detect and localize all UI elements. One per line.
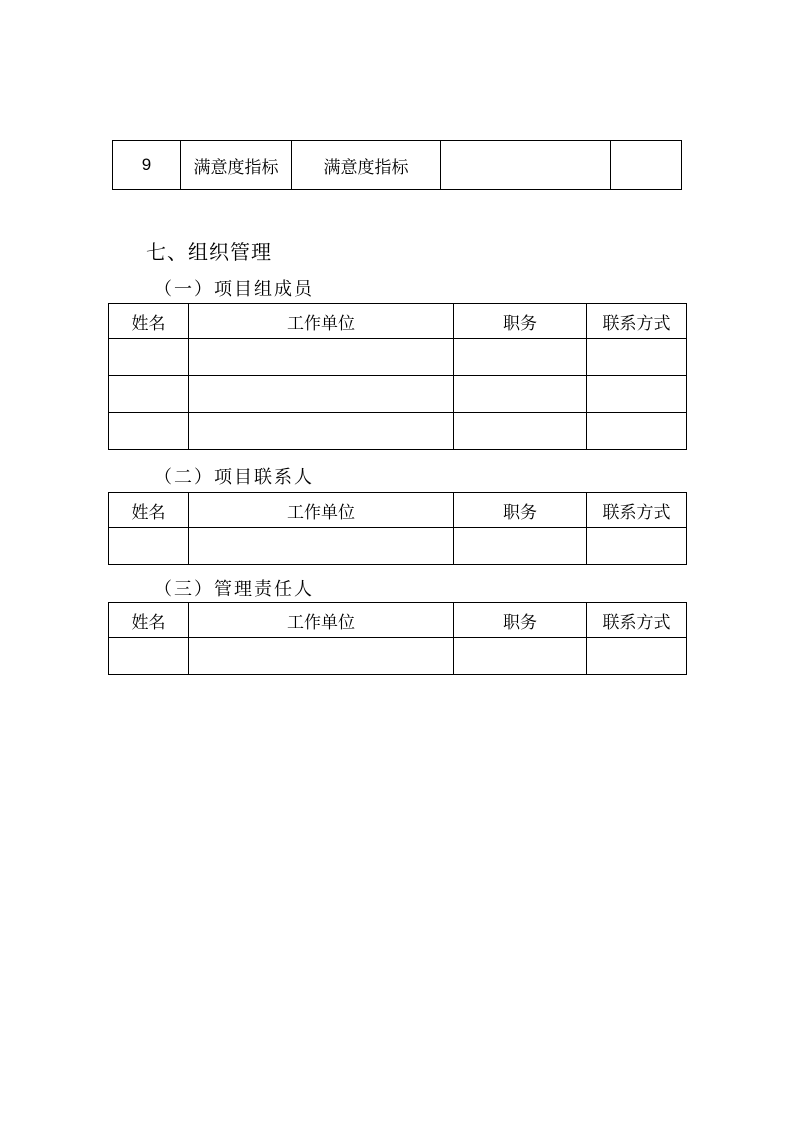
cell-position[interactable] [454,376,587,413]
cell-position[interactable] [454,638,587,675]
cell-organization[interactable] [189,376,454,413]
header-contact: 联系方式 [587,304,687,339]
section-title: 七、组织管理 [146,240,272,264]
header-organization: 工作单位 [189,304,454,339]
indicator-category: 满意度指标 [181,141,292,190]
indicator-table [112,140,682,190]
cell-organization[interactable] [189,638,454,675]
header-contact: 联系方式 [587,493,687,528]
header-position: 职务 [454,304,587,339]
table-header-row [109,304,687,339]
indicator-extra-cell[interactable] [611,141,682,190]
table-row [109,339,687,376]
cell-contact[interactable] [587,413,687,450]
cell-name[interactable] [109,339,189,376]
members-table [108,303,687,450]
cell-name[interactable] [109,376,189,413]
cell-organization[interactable] [189,413,454,450]
cell-contact[interactable] [587,376,687,413]
manager-table [108,602,687,675]
cell-position[interactable] [454,413,587,450]
header-organization: 工作单位 [189,603,454,638]
manager-title: （三）管理责任人 [154,579,314,600]
contact-title: （二）项目联系人 [154,467,314,488]
header-name: 姓名 [109,493,189,528]
cell-position[interactable] [454,528,587,565]
cell-organization[interactable] [189,339,454,376]
header-organization: 工作单位 [189,493,454,528]
header-name: 姓名 [109,304,189,339]
header-position: 职务 [454,603,587,638]
cell-contact[interactable] [587,339,687,376]
cell-name[interactable] [109,413,189,450]
cell-organization[interactable] [189,528,454,565]
indicator-name: 满意度指标 [292,141,441,190]
cell-contact[interactable] [587,528,687,565]
table-row [109,638,687,675]
cell-contact[interactable] [587,638,687,675]
cell-position[interactable] [454,339,587,376]
header-name: 姓名 [109,603,189,638]
cell-name[interactable] [109,528,189,565]
members-title: （一）项目组成员 [154,279,314,300]
table-header-row [109,493,687,528]
table-row [113,141,682,190]
contact-table [108,492,687,565]
cell-name[interactable] [109,638,189,675]
indicator-value-cell[interactable] [441,141,611,190]
header-contact: 联系方式 [587,603,687,638]
table-row [109,376,687,413]
table-row [109,528,687,565]
table-row [109,413,687,450]
row-number: 9 [113,141,181,190]
table-header-row [109,603,687,638]
header-position: 职务 [454,493,587,528]
